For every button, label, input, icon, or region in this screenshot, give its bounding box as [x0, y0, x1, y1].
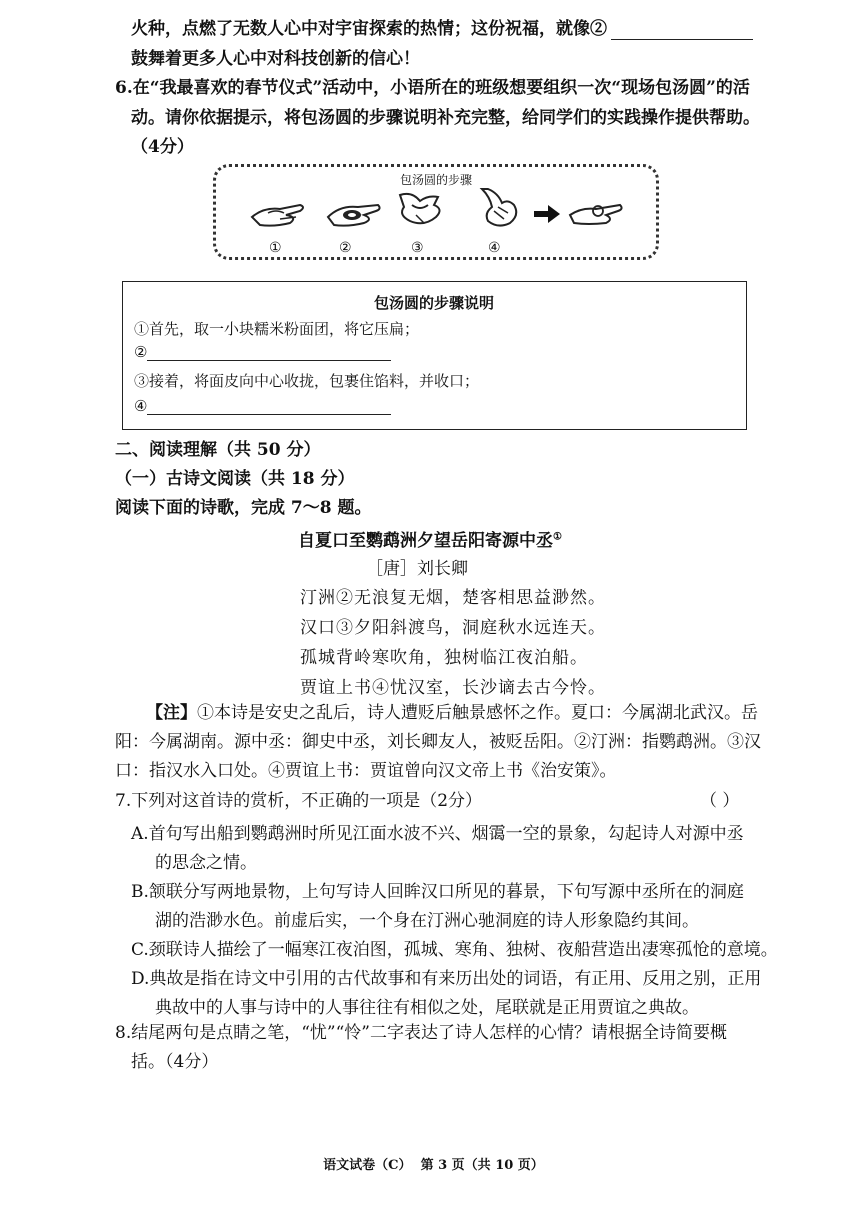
poem-line: 孤城背岭寒吹角，独树临江夜泊船。 — [300, 648, 588, 668]
instruction-step-2-label: ② — [134, 343, 148, 361]
step-number-2: ② — [339, 240, 352, 256]
step-number-4: ④ — [488, 240, 501, 256]
steps-title: 包汤圆的步骤 — [399, 173, 472, 187]
q7-option-b-cont: 湖的浩渺水色。前虚后实，一个身在汀洲心驰洞庭的诗人形象隐约其间。 — [155, 911, 699, 931]
subsection-heading: （一）古诗文阅读（共 18 分） — [115, 469, 355, 489]
instructions-title: 包汤圆的步骤说明 — [373, 294, 494, 312]
hand-press-icon — [250, 195, 308, 231]
step-number-3: ③ — [411, 240, 424, 256]
note-line1 — [146, 702, 758, 724]
note-text: ①本诗是安史之乱后，诗人遭贬后触景感怀之作。夏口：今属湖北武汉。岳 — [197, 703, 758, 723]
arrow-right-icon — [534, 205, 560, 223]
note-line3: 口：指汉水入口处。④贾谊上书：贾谊曾向汉文帝上书《治安策》。 — [115, 761, 617, 781]
reading-instruction: 阅读下面的诗歌，完成 7～8 题。 — [115, 498, 372, 518]
step-number-1: ① — [269, 240, 282, 256]
q6-stem-line1: 6.在“我最喜欢的春节仪式”活动中，小语所在的班级想要组织一次“现场包汤圆”的活 — [115, 78, 750, 98]
q8-stem-line1: 8.结尾两句是点睛之笔，“忧”“怜”二字表达了诗人怎样的心情？请根据全诗简要概 — [115, 1023, 727, 1043]
note-label: 【注】 — [146, 703, 197, 723]
instruction-step-1: ①首先，取一小块糯米粉面团，将它压扁； — [134, 320, 420, 338]
section-heading: 二、阅读理解（共 50 分） — [115, 440, 321, 460]
answer-blank-step-4[interactable] — [147, 398, 391, 415]
q7-option-a[interactable]: A.首句写出船到鹦鹉洲时所见江面水波不兴、烟霭一空的景象，勾起诗人对源中丞 — [131, 824, 744, 844]
q6-stem-line2: 动。请你依据提示，将包汤圆的步骤说明补充完整，给同学们的实践操作提供帮助。 — [131, 108, 760, 128]
poem-title — [298, 526, 562, 551]
q7-option-d-cont: 典故中的人事与诗中的人事往往有相似之处，尾联就是正用贾谊之典故。 — [155, 998, 699, 1018]
prev-question-line2: 鼓舞着更多人心中对科技创新的信心！ — [131, 49, 420, 69]
instruction-step-4 — [134, 397, 391, 415]
instruction-step-2 — [134, 343, 391, 361]
q7-option-d[interactable]: D.典故是指在诗文中引用的古代故事和有来历出处的词语，有正用、反用之别，正用 — [131, 969, 762, 989]
poem-line: 贾谊上书④忧汉室，长沙谪去古今怜。 — [300, 678, 606, 698]
q7-option-a-cont: 的思念之情。 — [155, 853, 257, 873]
hand-tangyuan-icon — [568, 197, 626, 227]
q6-score: （4分） — [131, 137, 194, 157]
instruction-step-3: ③接着，将面皮向中心收拢，包裹住馅料，并收口； — [134, 372, 480, 390]
page-footer: 语文试卷（C） 第 3 页（共 10 页） — [323, 1158, 544, 1173]
answer-blank-2[interactable] — [611, 21, 753, 40]
hand-filling-icon — [326, 195, 384, 231]
note-line2: 阳：今属湖南。源中丞：御史中丞，刘长卿友人，被贬岳阳。②汀洲：指鹦鹉洲。③汉 — [115, 732, 761, 752]
poem-author: ［唐］刘长卿 — [366, 559, 468, 579]
instruction-step-4-label: ④ — [134, 397, 148, 415]
hand-wrap-icon — [394, 187, 452, 233]
steps-illustration-box — [213, 164, 659, 260]
q7-option-c[interactable]: C.颈联诗人描绘了一幅寒江夜泊图，孤城、寒角、独树、夜船营造出凄寒孤怆的意境。 — [131, 940, 778, 960]
q7-stem: 7.下列对这首诗的赏析，不正确的一项是（2分） — [115, 791, 483, 811]
q8-stem-line2: 括。（4分） — [131, 1052, 219, 1072]
hand-seal-icon — [474, 185, 524, 233]
poem-line: 汉口③夕阳斜渡鸟，洞庭秋水远连天。 — [300, 618, 606, 638]
answer-blank-step-2[interactable] — [147, 344, 391, 361]
poem-title-text: 自夏口至鹦鹉洲夕望岳阳寄源中丞 — [298, 531, 553, 551]
instructions-box — [122, 281, 747, 430]
poem-title-note: ① — [553, 531, 562, 543]
prev-question-line1 — [131, 18, 753, 40]
prev-question-text: 火种，点燃了无数人心中对宇宙探索的热情；这份祝福，就像② — [131, 19, 607, 39]
poem-line: 汀洲②无浪复无烟，楚客相思益渺然。 — [300, 588, 606, 608]
q7-answer-bracket[interactable]: （ ） — [700, 791, 740, 811]
q7-option-b[interactable]: B.颔联分写两地景物，上句写诗人回眸汉口所见的暮景，下句写源中丞所在的洞庭 — [131, 882, 744, 902]
